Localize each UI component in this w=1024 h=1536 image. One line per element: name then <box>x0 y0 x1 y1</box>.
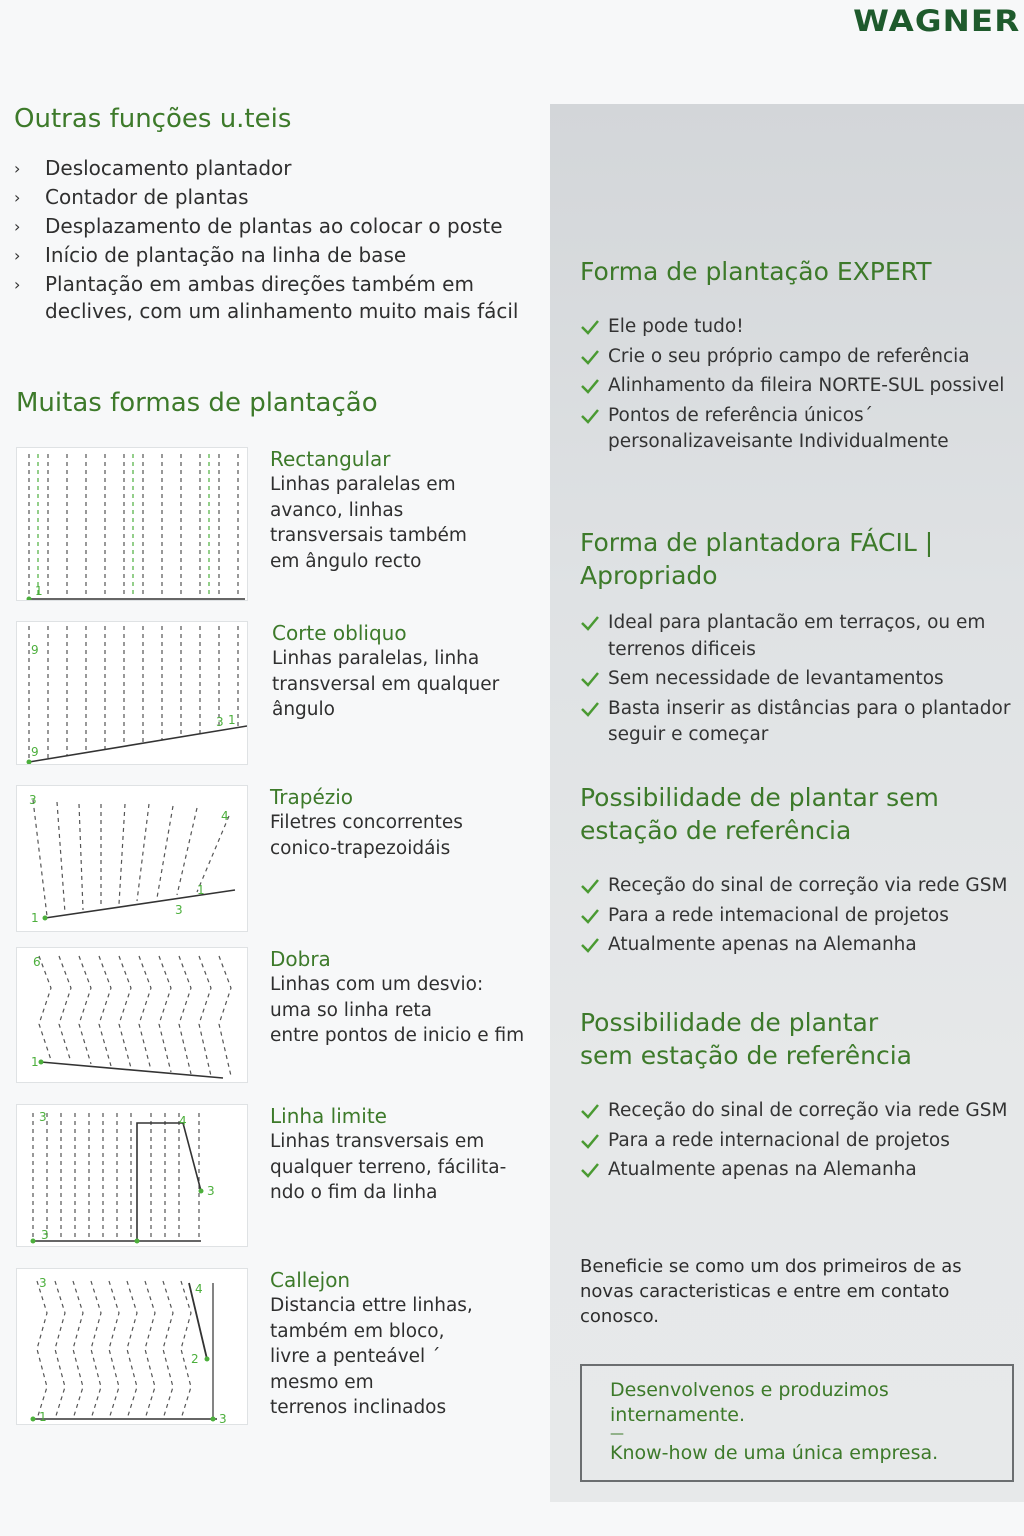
alley-diagram <box>16 1268 248 1425</box>
point-label: 3 <box>219 1412 227 1424</box>
list-item: Receção do sinal de correção via rede GSM <box>580 873 1012 900</box>
list-item: Para a rede internacional de projetos <box>580 1128 1012 1155</box>
wagner-logo: WAGNER <box>852 4 1020 38</box>
list-item: › Plantação em ambas direções também em declives, com um alinhamento muito mais fácil <box>14 272 519 323</box>
list-item: Atualmente apenas na Alemanha <box>580 932 1012 959</box>
planting-methods-title: Muitas formas de plantação <box>16 388 378 418</box>
expert-block <box>580 255 1012 459</box>
inhouse-box <box>580 1364 1014 1482</box>
list-item: Receção do sinal de correção via rede GSM <box>580 1098 1012 1125</box>
fold-diagram <box>16 947 248 1083</box>
other-functions-title: Outras funções u.teis <box>14 104 292 134</box>
boundary-line-diagram <box>16 1104 248 1247</box>
check-icon <box>580 1102 600 1120</box>
chevron-right-icon: › <box>14 246 21 265</box>
list-item: › Desplazamento de plantas ao colocar o poste <box>14 214 503 238</box>
list-item: Atualmente apenas na Alemanha <box>580 1157 1012 1184</box>
point-label: 1 <box>31 911 39 925</box>
block-title: Possibilidade de plantar sem estação de referência <box>580 1008 912 1070</box>
method-title: Rectangular <box>270 447 391 471</box>
method-description: Linhas paralelas em avanco, linhas transversais também em ângulo recto <box>270 474 467 572</box>
easy-block <box>580 526 1012 752</box>
point-label: 4 <box>179 1114 187 1128</box>
list-item: Alinhamento da fileira NORTE-SUL possivel <box>580 373 1012 400</box>
list-item: Para a rede intemacional de projetos <box>580 903 1012 930</box>
block-title: Forma de plantadora FÁCIL | Apropriado <box>580 528 934 590</box>
method-description: Linhas paralelas, linha transversal em qualquer ângulo <box>272 648 500 720</box>
other-functions-list <box>14 155 544 327</box>
check-icon <box>580 877 600 895</box>
check-icon <box>580 670 600 688</box>
chevron-right-icon: › <box>14 275 21 294</box>
check-icon <box>580 907 600 925</box>
method-title: Dobra <box>270 947 331 971</box>
point-label: 6 <box>33 955 41 969</box>
method-title: Linha limite <box>270 1104 387 1128</box>
check-icon <box>580 318 600 336</box>
point-label: 4 <box>221 809 229 823</box>
point-label: 9 <box>31 643 39 657</box>
method-description: Distancia ettre linhas, também em bloco, livre a penteável ´ mesmo em terrenos inclinados <box>270 1295 473 1418</box>
point-label: 9 <box>31 745 39 759</box>
block-title: Possibilidade de plantar sem estação de referência <box>580 783 939 845</box>
no-station-block-2 <box>580 1006 1012 1187</box>
check-icon <box>580 614 600 632</box>
point-label: 4 <box>195 1282 203 1296</box>
list-item: › Contador de plantas <box>14 185 249 209</box>
block-title: Forma de plantação EXPERT <box>580 257 932 286</box>
point-label: 3 <box>39 1110 47 1124</box>
method-title: Corte obliquo <box>272 621 407 645</box>
point-label: 3 <box>216 715 224 729</box>
method-description: Filetres concorrentes conico-trapezoidáis <box>270 812 463 859</box>
list-item: Pontos de referência únicos´ personalizaveisante Individualmente <box>580 403 1012 456</box>
list-item: Sem necessidade de levantamentos <box>580 666 1012 693</box>
list-item: Basta inserir as distâncias para o plantador seguir e começar <box>580 696 1012 749</box>
list-item: › Início de plantação na linha de base <box>14 243 407 267</box>
point-label: 1 <box>31 1055 39 1069</box>
oblique-cut-diagram <box>16 621 248 765</box>
point-label: 1 <box>197 883 205 897</box>
point-label: 2 <box>191 1352 199 1366</box>
no-station-block-1 <box>580 781 1012 962</box>
method-title: Callejon <box>270 1268 351 1292</box>
point-label: 1 <box>39 1410 47 1424</box>
list-item: Ele pode tudo! <box>580 314 1012 341</box>
contact-call-to-action: Beneficie se como um dos primeiros de as novas caracteristicas e entre em contato conosco. <box>580 1256 962 1327</box>
check-icon <box>580 1132 600 1150</box>
list-item: Crie o seu próprio campo de referência <box>580 344 1012 371</box>
box-line: Desenvolvenos e produzimos internamente. <box>610 1379 889 1426</box>
point-label: 3 <box>175 903 183 917</box>
check-icon <box>580 348 600 366</box>
point-label: 3 <box>207 1184 215 1198</box>
rectangular-diagram <box>16 447 248 601</box>
point-label: 3 <box>39 1276 47 1290</box>
method-description: Linhas com um desvio: uma so linha reta entre pontos de inicio e fim <box>270 974 525 1046</box>
chevron-right-icon: › <box>14 217 21 236</box>
box-dash: — <box>610 1426 624 1442</box>
point-label: 3 <box>41 1228 49 1242</box>
point-label: 1 <box>35 584 43 598</box>
chevron-right-icon: › <box>14 159 21 178</box>
point-label: 3 <box>29 793 37 807</box>
right-panel <box>550 104 1024 1502</box>
check-icon <box>580 1161 600 1179</box>
trapezoid-diagram <box>16 785 248 932</box>
list-item: › Deslocamento plantador <box>14 156 292 180</box>
check-icon <box>580 407 600 425</box>
chevron-right-icon: › <box>14 188 21 207</box>
point-label: 1 <box>228 713 236 727</box>
method-title: Trapézio <box>270 785 354 809</box>
method-description: Linhas transversais em qualquer terreno, fácilita- ndo o fim da linha <box>270 1131 507 1203</box>
check-icon <box>580 377 600 395</box>
list-item: Ideal para plantacão em terraços, ou em terrenos dificeis <box>580 610 1012 663</box>
box-line: Know-how de uma única empresa. <box>610 1442 939 1464</box>
check-icon <box>580 700 600 718</box>
check-icon <box>580 936 600 954</box>
